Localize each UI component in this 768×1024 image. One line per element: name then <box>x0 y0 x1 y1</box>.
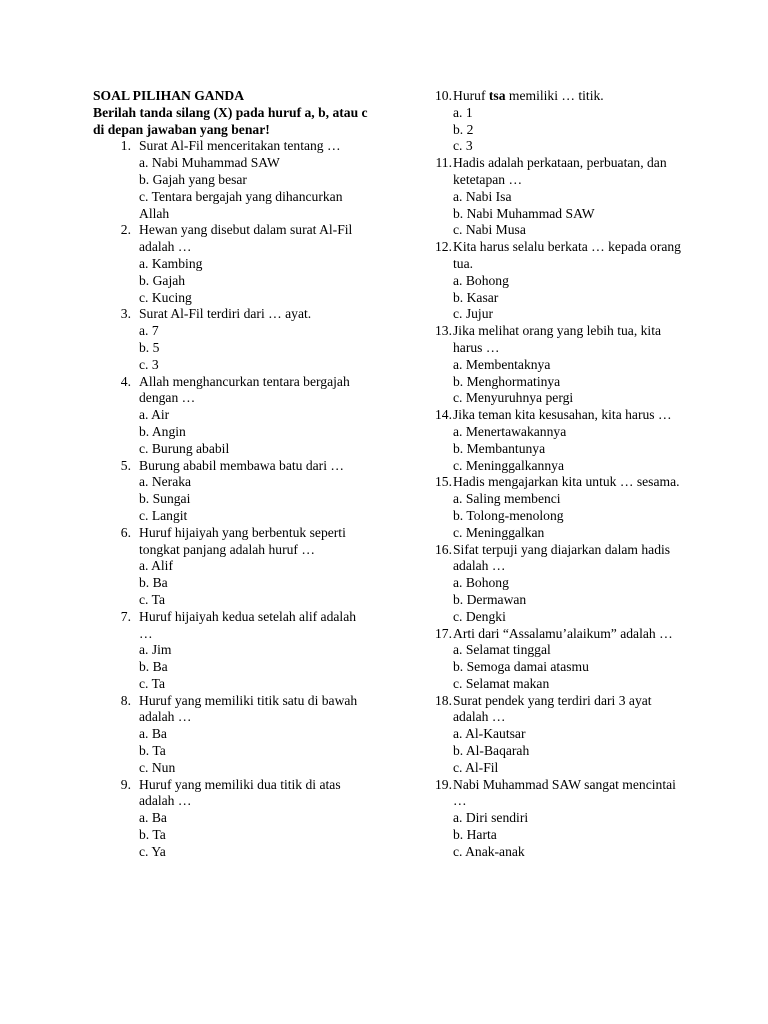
question-10 <box>430 88 690 155</box>
option-c[interactable]: c. 3 <box>453 138 473 154</box>
question-18 <box>430 693 690 777</box>
question-text: Burung ababil membawa batu dari … <box>139 457 344 473</box>
question-9 <box>93 777 368 861</box>
option-c[interactable]: c. Meninggalkan <box>453 524 545 540</box>
option-a[interactable]: a. Diri sendiri <box>453 810 529 826</box>
question-11 <box>430 155 690 239</box>
option-a[interactable]: a. Ba <box>139 726 167 742</box>
question-text: Surat pendek yang terdiri dari 3 ayat adalah … <box>453 692 652 725</box>
question-number: 6. <box>120 524 131 540</box>
question-13 <box>430 323 690 407</box>
option-c[interactable]: c. Menyuruhnya pergi <box>453 390 574 406</box>
question-7 <box>93 609 368 693</box>
option-list <box>453 273 690 323</box>
question-14 <box>430 407 690 474</box>
option-c[interactable]: c. Jujur <box>453 306 494 322</box>
option-c[interactable]: c. Burung ababil <box>139 440 230 456</box>
option-b[interactable]: b. Tolong-menolong <box>453 507 564 523</box>
question-8 <box>93 693 368 777</box>
option-c[interactable]: c. Nun <box>139 759 176 775</box>
question-number: 17. <box>435 625 452 641</box>
question-4 <box>93 374 368 458</box>
option-b[interactable]: b. Angin <box>139 423 186 439</box>
option-a[interactable]: a. Alif <box>139 558 173 574</box>
question-number: 13. <box>435 323 452 339</box>
option-a[interactable]: a. Bohong <box>453 575 509 591</box>
question-text: Kita harus selalu berkata … kepada orang tua. <box>453 239 681 271</box>
option-list <box>139 256 368 306</box>
question-text: Surat Al-Fil menceritakan tentang … <box>139 138 341 154</box>
option-a[interactable]: a. 7 <box>139 323 159 339</box>
option-b[interactable]: b. Sungai <box>139 491 191 507</box>
option-b[interactable]: b. Nabi Muhammad SAW <box>453 205 595 221</box>
option-list <box>453 424 690 474</box>
left-column <box>93 88 368 861</box>
option-c[interactable]: c. Ya <box>139 843 166 859</box>
option-b[interactable]: b. Harta <box>453 827 497 843</box>
option-b[interactable]: b. Gajah yang besar <box>139 171 247 187</box>
option-list <box>453 357 690 407</box>
question-text-bold: tsa <box>488 88 506 103</box>
option-b[interactable]: b. Membantunya <box>453 440 546 456</box>
option-b[interactable]: b. Dermawan <box>453 591 527 607</box>
question-number: 16. <box>435 541 452 557</box>
option-list <box>453 642 690 692</box>
question-text: Allah menghancurkan tentara bergajah dengan … <box>139 373 350 406</box>
question-number: 14. <box>435 407 452 423</box>
option-list <box>453 105 690 155</box>
question-text-end: memiliki … titik. <box>505 88 604 103</box>
question-number: 8. <box>120 692 131 708</box>
option-b[interactable]: b. 2 <box>453 121 474 137</box>
question-text: Hadis adalah perkataan, perbuatan, dan ketetapan … <box>453 155 667 187</box>
option-a[interactable]: a. Saling membenci <box>453 491 561 507</box>
option-b[interactable]: b. Menghormatinya <box>453 373 561 389</box>
option-list <box>453 575 690 625</box>
option-a[interactable]: a. Al-Kautsar <box>453 726 526 742</box>
question-12 <box>430 239 690 323</box>
question-text-start: Huruf <box>453 88 489 103</box>
option-list <box>139 726 368 776</box>
document-header <box>93 88 368 138</box>
question-1 <box>93 138 368 222</box>
question-text: Huruf yang memiliki titik satu di bawah adalah … <box>139 692 358 725</box>
option-c[interactable]: c. Anak-anak <box>453 843 525 859</box>
section-title: SOAL PILIHAN GANDA <box>93 88 245 103</box>
option-b[interactable]: b. Ba <box>139 575 168 591</box>
option-list <box>139 407 368 457</box>
option-c[interactable]: c. Ta <box>139 675 165 691</box>
option-a[interactable]: a. Membentaknya <box>453 356 551 372</box>
option-list <box>453 810 690 860</box>
question-text: Arti dari “Assalamu’alaikum” adalah … <box>453 625 673 641</box>
option-c[interactable]: c. Kucing <box>139 289 192 305</box>
question-number: 15. <box>435 474 452 490</box>
question-number: 11. <box>435 155 452 171</box>
question-number: 18. <box>435 692 452 708</box>
option-c[interactable]: c. Meninggalkannya <box>453 457 564 473</box>
option-a[interactable]: a. Air <box>139 407 170 423</box>
question-text: Jika teman kita kesusahan, kita harus … <box>453 407 672 423</box>
question-number: 10. <box>435 88 452 103</box>
option-c[interactable]: c. Ta <box>139 591 165 607</box>
option-c[interactable]: c. Al-Fil <box>453 759 499 775</box>
option-list <box>453 189 690 239</box>
question-text: Huruf hijaiyah kedua setelah alif adalah … <box>139 608 357 641</box>
question-list-right <box>430 88 690 861</box>
question-text: Jika melihat orang yang lebih tua, kita harus … <box>453 323 662 355</box>
question-3 <box>93 306 368 373</box>
option-b[interactable]: b. 5 <box>139 339 160 355</box>
option-c[interactable]: c. 3 <box>139 356 159 372</box>
option-b[interactable]: b. Ta <box>139 827 166 843</box>
question-number: 19. <box>435 776 452 792</box>
question-number: 5. <box>120 457 131 473</box>
question-text: Nabi Muhammad SAW sangat mencintai … <box>453 776 676 809</box>
option-list <box>139 642 368 692</box>
question-17 <box>430 626 690 693</box>
option-a[interactable]: a. Ba <box>139 810 167 826</box>
question-text: Huruf yang memiliki dua titik di atas adalah … <box>139 776 341 809</box>
question-16 <box>430 542 690 626</box>
option-c[interactable]: c. Nabi Musa <box>453 222 526 238</box>
option-list <box>453 491 690 541</box>
option-b[interactable]: b. Semoga damai atasmu <box>453 659 589 675</box>
option-list <box>139 474 368 524</box>
option-list <box>139 323 368 373</box>
option-c[interactable]: c. Dengki <box>453 608 506 624</box>
question-text: Hadis mengajarkan kita untuk … sesama. <box>453 474 680 490</box>
option-a[interactable]: a. Jim <box>139 642 172 658</box>
option-a[interactable]: a. Selamat tinggal <box>453 642 551 658</box>
question-2 <box>93 222 368 306</box>
question-text: Sifat terpuji yang diajarkan dalam hadis adalah … <box>453 541 671 574</box>
question-number: 4. <box>120 373 131 389</box>
option-b[interactable]: b. Ba <box>139 659 168 675</box>
question-number: 1. <box>120 138 131 154</box>
option-b[interactable]: b. Kasar <box>453 289 499 305</box>
question-number: 2. <box>120 222 131 238</box>
option-a[interactable]: a. Kambing <box>139 255 203 271</box>
question-text: Hewan yang disebut dalam surat Al-Fil adalah … <box>139 222 353 255</box>
option-list <box>139 558 368 608</box>
option-b[interactable]: b. Gajah <box>139 272 186 288</box>
question-19 <box>430 777 690 861</box>
option-c[interactable]: c. Tentara bergajah yang dihancurkan Allah <box>139 188 343 221</box>
option-a[interactable]: a. Menertawakannya <box>453 423 567 439</box>
option-list <box>139 155 368 222</box>
question-text: Huruf hijaiyah yang berbentuk seperti tongkat panjang adalah huruf … <box>139 524 346 557</box>
option-b[interactable]: b. Al-Baqarah <box>453 743 530 759</box>
question-number: 3. <box>120 306 131 322</box>
question-text: Surat Al-Fil terdiri dari … ayat. <box>139 306 312 322</box>
instruction-text: Berilah tanda silang (X) pada huruf a, b, atau c di depan jawaban yang benar! <box>93 104 368 137</box>
question-number: 7. <box>120 608 131 624</box>
right-column <box>430 88 690 861</box>
option-a[interactable]: a. Neraka <box>139 474 192 490</box>
option-a[interactable]: a. Nabi Muhammad SAW <box>139 155 280 171</box>
option-list <box>139 810 368 860</box>
question-text <box>453 88 690 105</box>
option-c[interactable]: c. Langit <box>139 507 188 523</box>
option-list <box>453 726 690 776</box>
option-a[interactable]: a. Nabi Isa <box>453 188 512 204</box>
question-list-left <box>93 138 368 860</box>
question-5 <box>93 458 368 525</box>
question-6 <box>93 525 368 609</box>
question-number: 12. <box>435 239 452 255</box>
option-a[interactable]: a. Bohong <box>453 272 509 288</box>
option-a[interactable]: a. 1 <box>453 104 473 120</box>
option-b[interactable]: b. Ta <box>139 743 166 759</box>
option-c[interactable]: c. Selamat makan <box>453 675 550 691</box>
question-number: 9. <box>120 776 131 792</box>
question-15 <box>430 474 690 541</box>
